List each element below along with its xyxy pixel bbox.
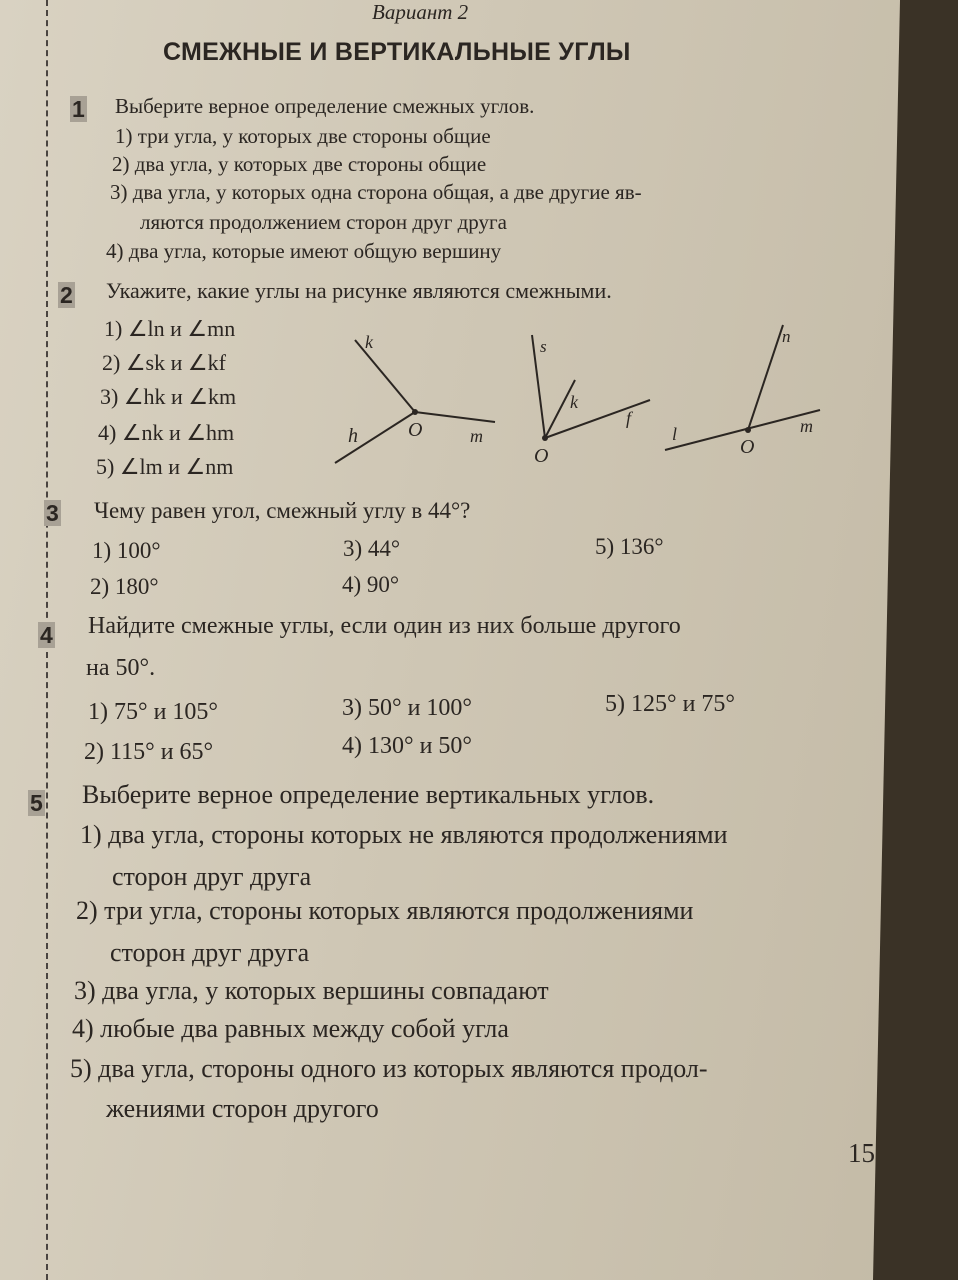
task-4-question: Найдите смежные углы, если один из них больше другого bbox=[88, 613, 681, 639]
task-5-option-1-cont: сторон друг друга bbox=[112, 862, 312, 891]
fig2-label-O: O bbox=[534, 445, 549, 467]
figure-1 bbox=[335, 332, 495, 463]
task-3-option-4: 4) 90° bbox=[342, 572, 400, 597]
task-5-option-1: 1) два угла, стороны которых не являются продолжениями bbox=[80, 820, 728, 849]
task-4-option-1: 1) 75° и 105° bbox=[88, 699, 219, 725]
task-5-option-5-cont: жениями сторон другого bbox=[106, 1094, 379, 1123]
fig1-label-O: O bbox=[408, 419, 423, 441]
task-5-option-2-cont: сторон друг друга bbox=[110, 938, 310, 967]
task-4-option-2: 2) 115° и 65° bbox=[84, 739, 214, 765]
task-5-number: 5 bbox=[30, 790, 43, 816]
task-1-number: 1 bbox=[72, 96, 85, 122]
task-1-option-1: 1) три угла, у которых две стороны общие bbox=[115, 124, 491, 148]
task-5-question: Выберите верное определение вертикальных углов. bbox=[82, 780, 655, 809]
task-2-option-3: 3) ∠hk и ∠km bbox=[100, 384, 237, 409]
page-title: СМЕЖНЫЕ И ВЕРТИКАЛЬНЫЕ УГЛЫ bbox=[163, 38, 631, 66]
task-3-option-2: 2) 180° bbox=[90, 574, 159, 599]
task-5-option-5: 5) два угла, стороны одного из которых являются продол- bbox=[70, 1054, 708, 1083]
task-4-option-3: 3) 50° и 100° bbox=[342, 695, 473, 721]
task-3-option-1: 1) 100° bbox=[92, 538, 161, 563]
task-4-question-cont: на 50°. bbox=[86, 655, 156, 681]
fig1-label-m: m bbox=[470, 426, 483, 446]
fig2-label-k: k bbox=[570, 392, 578, 412]
task-2-question: Укажите, какие углы на рисунке являются смежными. bbox=[106, 278, 612, 303]
task-1-option-3-cont: ляются продолжением сторон друг друга bbox=[140, 210, 507, 234]
task-3-option-5: 5) 136° bbox=[595, 534, 664, 559]
task-5-option-2: 2) три угла, стороны которых являются продолжениями bbox=[76, 896, 694, 925]
task-4-option-4: 4) 130° и 50° bbox=[342, 733, 473, 759]
fig3-label-O: O bbox=[740, 436, 755, 458]
task-1-option-4: 4) два угла, которые имеют общую вершину bbox=[106, 239, 502, 263]
task-2-option-2: 2) ∠sk и ∠kf bbox=[102, 350, 226, 375]
task-1-option-3: 3) два угла, у которых одна сторона общая, а две другие яв- bbox=[110, 180, 642, 204]
task-3-option-3: 3) 44° bbox=[343, 536, 401, 561]
task-2-option-5: 5) ∠lm и ∠nm bbox=[96, 454, 234, 479]
fig3-label-n: n bbox=[782, 327, 791, 346]
fig1-label-k: k bbox=[365, 332, 373, 352]
figure-2 bbox=[532, 335, 650, 467]
fig1-label-h: h bbox=[348, 425, 358, 447]
task-2-option-1: 1) ∠ln и ∠mn bbox=[104, 316, 236, 341]
fig2-label-s: s bbox=[540, 337, 547, 356]
angle-figures bbox=[320, 320, 850, 480]
task-5-option-3: 3) два угла, у которых вершины совпадают bbox=[74, 976, 549, 1005]
figure-3 bbox=[665, 325, 820, 458]
task-4-number: 4 bbox=[40, 622, 53, 648]
task-1-option-2: 2) два угла, у которых две стороны общие bbox=[112, 152, 487, 176]
variant-label: Вариант 2 bbox=[372, 0, 469, 24]
fig3-label-m: m bbox=[800, 416, 813, 436]
fig2-label-f: f bbox=[626, 408, 632, 428]
task-1-question: Выберите верное определение смежных углов. bbox=[115, 94, 535, 118]
task-3-number: 3 bbox=[46, 500, 59, 526]
task-3-question: Чему равен угол, смежный углу в 44°? bbox=[94, 498, 471, 523]
task-2-option-4: 4) ∠nk и ∠hm bbox=[98, 420, 235, 445]
task-4-option-5: 5) 125° и 75° bbox=[605, 691, 736, 717]
task-5-option-4: 4) любые два равных между собой угла bbox=[72, 1014, 509, 1043]
task-2-number: 2 bbox=[60, 282, 73, 308]
fig3-label-l: l bbox=[672, 424, 678, 444]
page-number: 15 bbox=[848, 1138, 875, 1168]
